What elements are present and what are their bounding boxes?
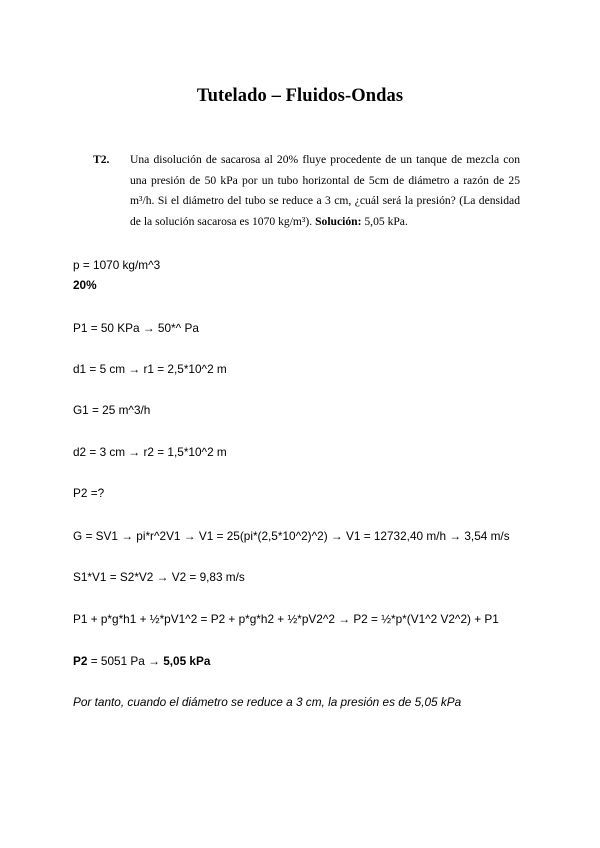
conclusion-line: Por tanto, cuando el diámetro se reduce a 3 cm, la presión es de 5,05 kPa <box>73 695 462 709</box>
density-line: p = 1070 kg/m^3 <box>73 258 161 272</box>
bernoulli-line: P1 + p*g*h1 + ½*pV1^2 = P2 + p*g*h2 + ½*pV2^2 → P2 = ½*p*(V1^2 V2^2) + P1 <box>73 612 499 626</box>
p1-line: P1 = 50 KPa → 50*^ Pa <box>73 321 199 335</box>
p2-question-line: P2 =? <box>73 486 105 500</box>
continuity-line: S1*V1 = S2*V2 → V2 = 9,83 m/s <box>73 570 245 584</box>
problem-body: Una disolución de sacarosa al 20% fluye procedente de un tanque de mezcla con una presión de 50 kPa por un tubo horizontal de 5cm de diámetro a razón de 25 m³/h. Si el diámetro del tubo se reduce a 3 cm, ¿cuál será la presión? (La densidad de la solución sacarosa es 1070 kg/m³). <box>130 153 520 228</box>
result-kpa: 5,05 kPa <box>163 654 211 668</box>
solution-value: 5,05 kPa. <box>364 214 408 228</box>
result-line <box>73 654 210 668</box>
d1-line: d1 = 5 cm → r1 = 2,5*10^2 m <box>73 362 227 376</box>
g1-line: G1 = 25 m^3/h <box>73 403 151 417</box>
solution-label: Solución: <box>315 214 362 228</box>
flow-equation-line: G = SV1 → pi*r^2V1 → V1 = 25(pi*(2,5*10^2)^2) → V1 = 12732,40 m/h → 3,54 m/s <box>73 529 510 543</box>
problem-text <box>130 150 520 232</box>
result-value: = 5051 Pa → <box>87 654 164 668</box>
d2-line: d2 = 3 cm → r2 = 1,5*10^2 m <box>73 445 227 459</box>
result-label: P2 <box>73 654 88 668</box>
page-title: Tutelado – Fluidos-Ondas <box>196 86 404 106</box>
problem-number: T2. <box>93 153 110 166</box>
problem-statement <box>93 150 520 232</box>
concentration-line: 20% <box>73 278 97 292</box>
